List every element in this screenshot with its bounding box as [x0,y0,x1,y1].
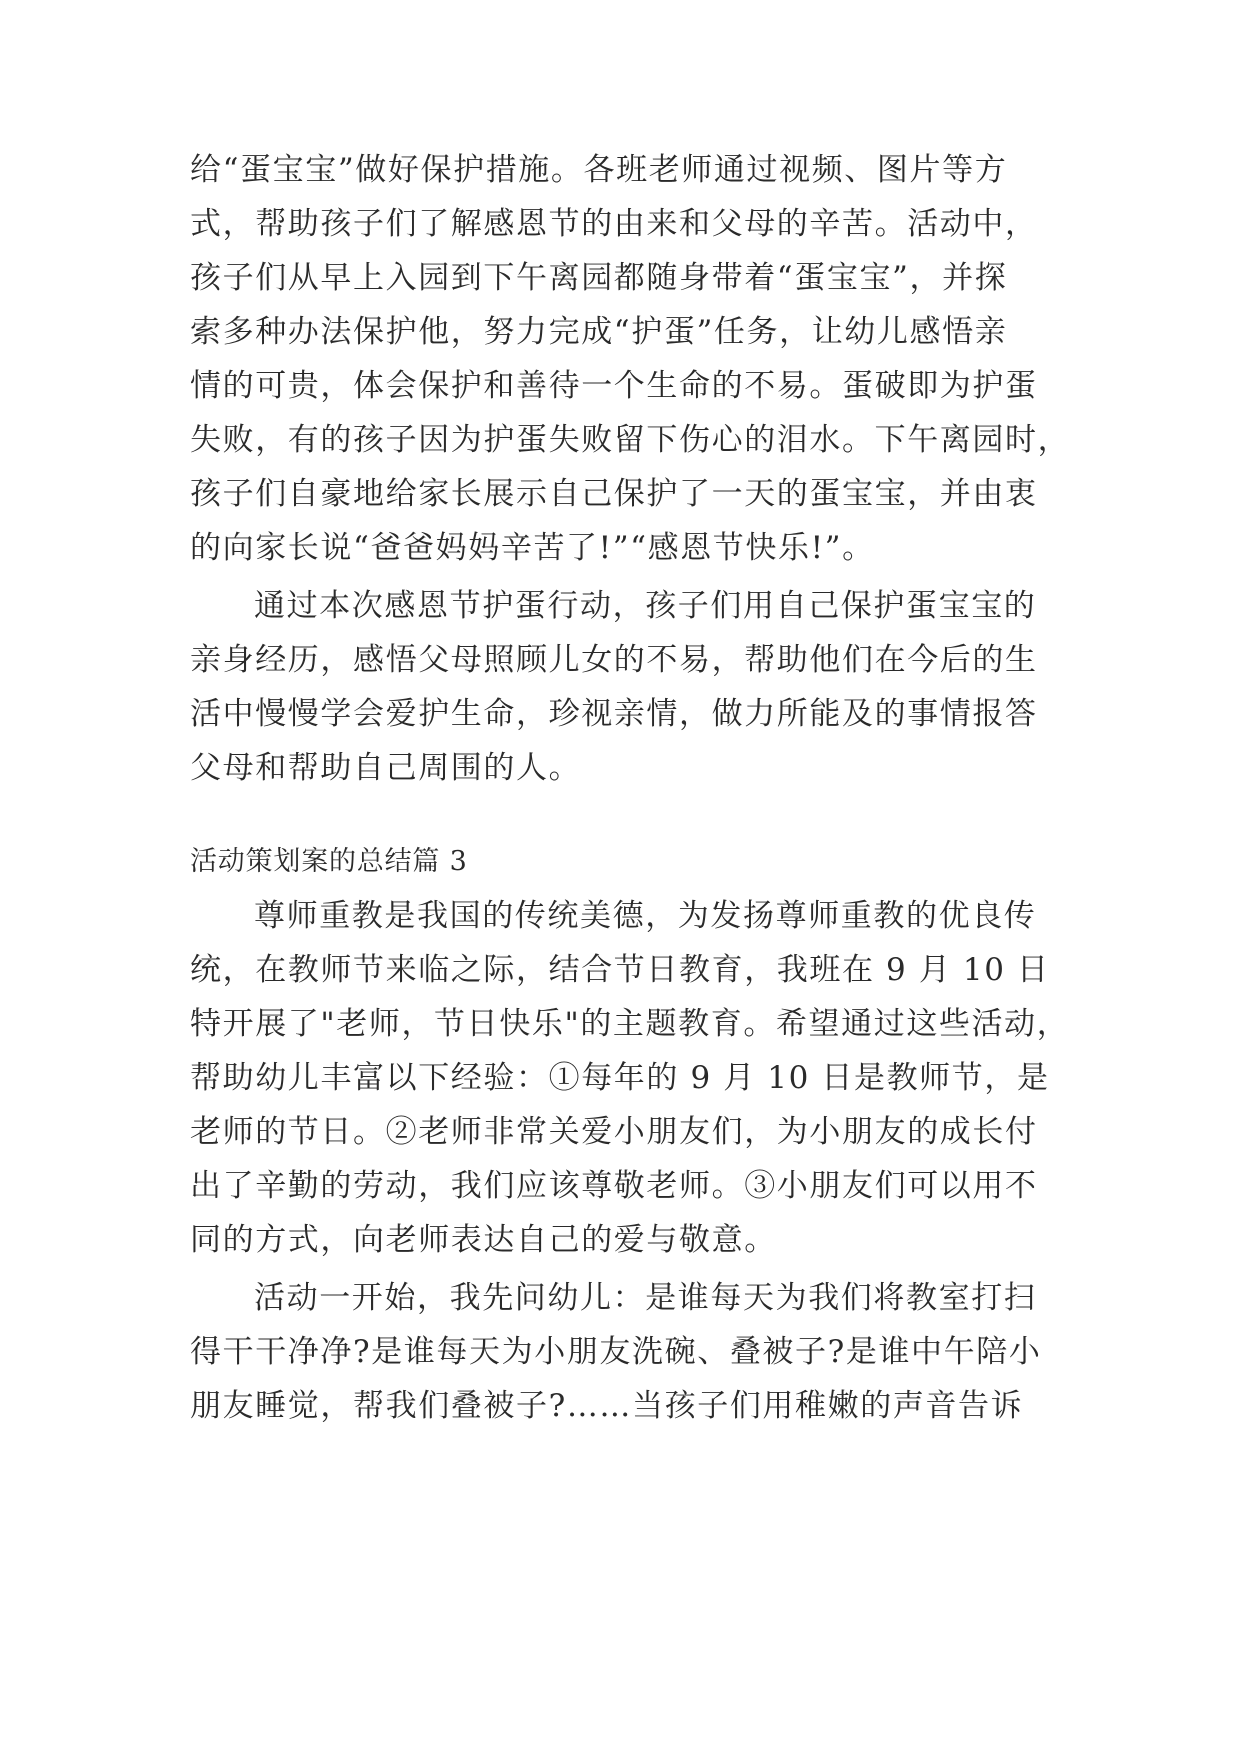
text-line: 同的方式，向老师表达自己的爱与敬意。 [190,1222,777,1258]
text-line: 孩子们从早上入园到下午离园都随身带着“蛋宝宝”，并探 [190,260,1008,296]
text-line: 得干干净净?是谁每天为小朋友洗碗、叠被子?是谁中午陪小 [190,1334,1042,1370]
text-line: 的向家长说“爸爸妈妈辛苦了!”“感恩节快乐!”。 [190,530,875,566]
text-line: 朋友睡觉，帮我们叠被子?……当孩子们用稚嫩的声音告诉 [190,1388,1024,1424]
text-line: 索多种办法保护他，努力完成“护蛋”任务，让幼儿感悟亲 [190,314,1008,350]
text-line: 通过本次感恩节护蛋行动，孩子们用自己保护蛋宝宝的 [254,588,1037,624]
text-line: 尊师重教是我国的传统美德，为发扬尊师重教的优良传 [254,898,1037,934]
text-line: 帮助幼儿丰富以下经验：①每年的 9 月 10 日是教师节，是 [190,1060,1050,1096]
text-line: 失败，有的孩子因为护蛋失败留下伤心的泪水。下午离园时， [190,422,1071,458]
text-line: 老师的节日。②老师非常关爱小朋友们，为小朋友的成长付 [190,1114,1038,1150]
text-line: 父母和帮助自己周围的人。 [190,750,582,786]
text-line: 统，在教师节来临之际，结合节日教育，我班在 9 月 10 日 [190,952,1050,988]
text-line: 式，帮助孩子们了解感恩节的由来和父母的辛苦。活动中， [190,206,1038,242]
text-line: 情的可贵，体会保护和善待一个生命的不易。蛋破即为护蛋 [190,368,1038,404]
text-line: 特开展了"老师，节日快乐"的主题教育。希望通过这些活动， [190,1006,1070,1042]
text-line: 活中慢慢学会爱护生命，珍视亲情，做力所能及的事情报答 [190,696,1038,732]
section-heading: 活动策划案的总结篇 3 [190,846,468,877]
text-line: 出了辛勤的劳动，我们应该尊敬老师。③小朋友们可以用不 [190,1168,1038,1204]
text-line: 孩子们自豪地给家长展示自己保护了一天的蛋宝宝，并由衷 [190,476,1038,512]
text-line: 活动一开始，我先问幼儿：是谁每天为我们将教室打扫 [254,1280,1037,1316]
text-line: 亲身经历，感悟父母照顾儿女的不易，帮助他们在今后的生 [190,642,1038,678]
text-line: 给“蛋宝宝”做好保护措施。各班老师通过视频、图片等方 [190,152,1008,188]
